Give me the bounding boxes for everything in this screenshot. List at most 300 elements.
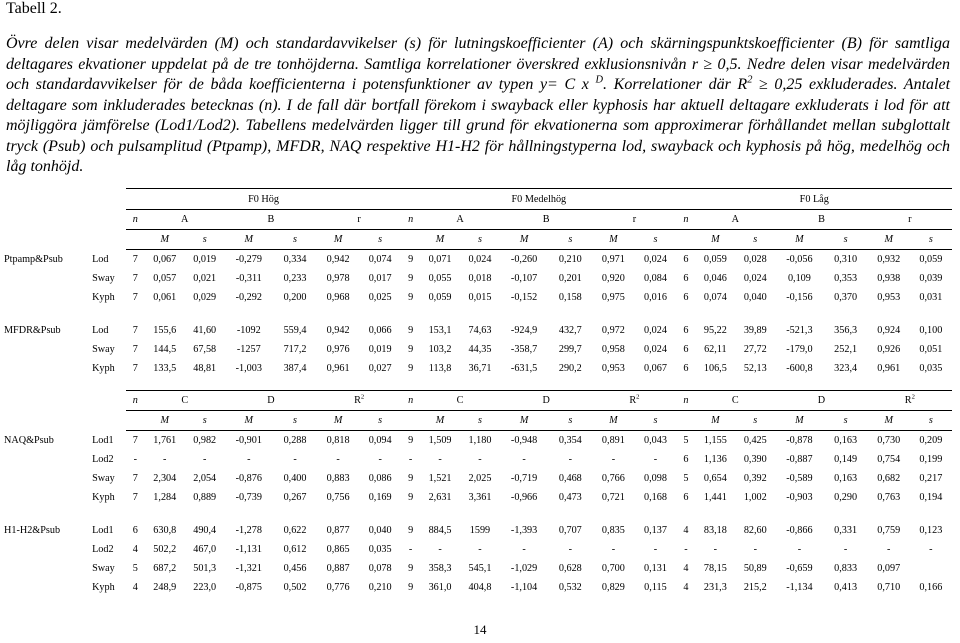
value-cell: 0,976: [326, 344, 350, 355]
value-cell: 4: [132, 582, 138, 593]
col-c: C: [145, 391, 225, 411]
value-cell: -631,5: [510, 363, 538, 374]
value-cell: 0,019: [193, 254, 217, 265]
value-cell: 1,002: [743, 492, 767, 503]
value-cell: 432,7: [558, 325, 582, 336]
value-cell: 1,155: [703, 435, 727, 446]
value-cell: 0,700: [601, 563, 625, 574]
ms-header-cell: s: [548, 411, 592, 431]
value-cell: 404,8: [468, 582, 492, 593]
lower-ms-header-row: [4, 411, 952, 431]
value-cell: 545,1: [468, 563, 492, 574]
value-cell: -358,7: [510, 344, 538, 355]
ms-header-cell: s: [735, 411, 775, 431]
col-d: D: [775, 391, 867, 411]
value-cell: -: [568, 454, 573, 465]
value-cell: -: [163, 454, 167, 465]
value-cell: 41,60: [193, 325, 217, 336]
value-cell: -0,966: [510, 492, 538, 503]
value-cell: 0,123: [919, 525, 943, 536]
value-cell: 0,961: [326, 363, 350, 374]
posture-label: Lod1: [92, 434, 114, 446]
value-cell: 223,0: [193, 582, 217, 593]
value-cell: 7: [132, 473, 138, 484]
value-cell: 0,267: [283, 492, 307, 503]
value-cell: 0,473: [558, 492, 582, 503]
col-n: n: [126, 391, 145, 411]
value-cell: 0,194: [919, 492, 943, 503]
value-cell: 502,2: [153, 544, 177, 555]
ms-blank-cell: [126, 411, 145, 431]
value-cell: 0,310: [834, 254, 858, 265]
ms-header-cell: s: [824, 230, 868, 250]
value-cell: 0,468: [558, 473, 582, 484]
value-cell: -: [929, 544, 933, 555]
value-cell: -: [133, 454, 138, 465]
group-label: F0 Låg: [676, 189, 952, 210]
value-cell: 0,018: [468, 273, 492, 284]
value-cell: 2,054: [193, 473, 217, 484]
ms-header-cell: s: [359, 411, 401, 431]
lower-column-header-row: [4, 391, 952, 411]
col-n: n: [676, 210, 695, 230]
value-cell: -0,056: [786, 254, 813, 265]
value-cell: 113,8: [428, 363, 452, 374]
value-cell: 0,425: [743, 435, 767, 446]
value-cell: 0,100: [919, 325, 943, 336]
value-cell: 0,043: [643, 435, 667, 446]
value-cell: 252,1: [834, 344, 858, 355]
value-cell: -: [843, 544, 848, 555]
value-cell: 0,413: [834, 582, 858, 593]
col-a: A: [420, 210, 500, 230]
posture-label: Sway: [92, 273, 115, 284]
col-a: A: [145, 210, 225, 230]
value-cell: 1,509: [428, 435, 452, 446]
caption-text-3: ≥ 0,25 exkluderades. Antalet deltagare som inkluderades betecknas (n). I de fall där bortfall förekom i swayback eller kyphosis har aktuell deltagare exkluderats i lod för att möjliggöra jämförelse (Lod1/Lod2). Tabellens medelvärden ligger till grund för ekvationerna som approximerar förhållandet mellan subglottalt tryck (Psub) och pulsamplitud (Ptpamp), MFDR, NAQ respektive H1-H2 för hållningstyperna lod, swayback och kyphosis på hög, medelhög och låg tonhöjd.: [6, 76, 951, 175]
value-cell: 0,201: [558, 273, 582, 284]
col-r2-label: R: [904, 395, 912, 406]
value-cell: 0,710: [877, 582, 901, 593]
value-cell: -: [478, 454, 482, 465]
value-cell: 0,169: [368, 492, 392, 503]
value-cell: 0,019: [368, 344, 392, 355]
value-cell: 0,978: [326, 273, 350, 284]
value-cell: -0,866: [786, 525, 813, 536]
ms-header-cell: M: [500, 230, 548, 250]
value-cell: 155,6: [153, 325, 177, 336]
value-cell: 559,4: [283, 325, 307, 336]
value-cell: 6: [683, 492, 689, 503]
value-cell: 0,163: [834, 435, 858, 446]
posture-label: Lod2: [92, 544, 114, 555]
value-cell: 290,2: [558, 363, 582, 374]
value-cell: 0,707: [558, 525, 582, 536]
value-cell: 103,2: [428, 344, 452, 355]
group-header-row: [4, 189, 952, 210]
col-b: B: [500, 210, 592, 230]
value-cell: 0,024: [643, 344, 667, 355]
value-cell: 0,074: [703, 292, 727, 303]
value-cell: 0,094: [368, 435, 392, 446]
table-row: [4, 288, 952, 307]
ms-header-cell: M: [592, 230, 634, 250]
value-cell: 1,761: [153, 435, 177, 446]
posture-label: Sway: [92, 563, 115, 574]
ms-header-cell: s: [824, 411, 868, 431]
value-cell: 5: [683, 473, 689, 484]
upper-column-header-row: [4, 210, 952, 230]
value-cell: 82,60: [743, 525, 767, 536]
value-cell: -: [568, 544, 573, 555]
caption-sup-2: 2: [747, 74, 753, 86]
caption-sup-d: D: [595, 74, 604, 86]
value-cell: -0,903: [786, 492, 813, 503]
value-cell: 48,81: [193, 363, 217, 374]
table-title: Tabell 2.: [6, 0, 62, 17]
block-spacer: [4, 307, 952, 321]
value-cell: -1,003: [235, 363, 262, 374]
value-cell: 0,024: [743, 273, 767, 284]
value-cell: 2,631: [428, 492, 452, 503]
value-cell: 27,72: [743, 344, 767, 355]
value-cell: 0,028: [743, 254, 767, 265]
value-cell: 6: [683, 363, 689, 374]
table-row: [4, 431, 952, 451]
block-label-empty: [4, 559, 88, 578]
value-cell: 7: [132, 435, 138, 446]
value-cell: -: [522, 454, 526, 465]
col-r2-sup: 2: [636, 393, 640, 401]
value-cell: 0,027: [368, 363, 392, 374]
value-cell: 7: [132, 492, 138, 503]
col-r: r: [592, 210, 676, 230]
value-cell: 0,163: [834, 473, 858, 484]
value-cell: -: [611, 544, 616, 555]
value-cell: 0,016: [643, 292, 667, 303]
table-row: [4, 269, 952, 288]
value-cell: 7: [132, 273, 138, 284]
value-cell: 323,4: [834, 363, 858, 374]
ms-header-cell: s: [910, 411, 952, 431]
value-cell: 231,3: [703, 582, 727, 593]
value-cell: 6: [132, 525, 138, 536]
group-label: F0 Medelhög: [401, 189, 676, 210]
value-cell: -: [887, 544, 891, 555]
value-cell: 0,763: [877, 492, 901, 503]
table-row: [4, 540, 952, 559]
value-cell: 0,074: [368, 254, 392, 265]
value-cell: 0,084: [643, 273, 667, 284]
block-label-empty: [4, 269, 88, 288]
value-cell: 9: [408, 254, 414, 265]
page-number: 14: [473, 622, 487, 637]
value-cell: 0,137: [643, 525, 667, 536]
value-cell: 0,968: [326, 292, 350, 303]
value-cell: -: [336, 454, 340, 465]
value-cell: 0,877: [326, 525, 350, 536]
value-cell: 1,441: [703, 492, 727, 503]
value-cell: 0,059: [703, 254, 727, 265]
spacer-cell: [88, 230, 126, 250]
ms-header-cell: M: [868, 230, 910, 250]
value-cell: 0,040: [368, 525, 392, 536]
table-caption: [6, 34, 950, 178]
value-cell: 5: [683, 435, 689, 446]
value-cell: 0,776: [326, 582, 350, 593]
value-cell: 0,059: [428, 292, 452, 303]
value-cell: 0,168: [643, 492, 667, 503]
ms-blank-cell: [126, 230, 145, 250]
value-cell: 0,682: [877, 473, 901, 484]
value-cell: -1,131: [235, 544, 262, 555]
value-cell: 0,953: [601, 363, 625, 374]
ms-header-cell: s: [634, 230, 676, 250]
ms-header-cell: s: [359, 230, 401, 250]
value-cell: 7: [132, 254, 138, 265]
block-label: MFDR&Psub: [4, 325, 61, 336]
block-label-empty: [4, 488, 88, 507]
col-r2-sup: 2: [911, 393, 915, 401]
value-cell: -0,152: [510, 292, 538, 303]
value-cell: 1,136: [703, 454, 727, 465]
value-cell: 0,067: [643, 363, 667, 374]
value-cell: -: [293, 454, 297, 465]
ms-header-cell: s: [910, 230, 952, 250]
ms-header-cell: M: [420, 411, 460, 431]
ms-header-cell: M: [145, 230, 185, 250]
value-cell: -: [653, 454, 658, 465]
posture-label: Kyph: [92, 292, 115, 303]
ms-header-cell: M: [225, 230, 273, 250]
value-cell: 4: [683, 525, 689, 536]
value-cell: 0,066: [368, 325, 392, 336]
value-cell: 717,2: [283, 344, 307, 355]
value-cell: 0,972: [601, 325, 625, 336]
col-n: n: [401, 391, 420, 411]
col-r2: [868, 391, 952, 411]
value-cell: 9: [408, 582, 414, 593]
value-cell: 0,210: [558, 254, 582, 265]
value-cell: 0,818: [326, 435, 350, 446]
value-cell: 0,067: [153, 254, 177, 265]
value-cell: 0,889: [193, 492, 217, 503]
ms-header-cell: M: [317, 411, 359, 431]
value-cell: 106,5: [703, 363, 727, 374]
value-cell: -1,393: [510, 525, 538, 536]
value-cell: 0,021: [193, 273, 217, 284]
block-spacer: [4, 507, 952, 521]
col-n: n: [676, 391, 695, 411]
block-label: Ptpamp&Psub: [4, 253, 63, 265]
value-cell: -: [611, 454, 616, 465]
col-r: r: [317, 210, 401, 230]
value-cell: 0,024: [643, 325, 667, 336]
value-cell: -: [478, 544, 482, 555]
block-label-empty: [4, 359, 88, 378]
value-cell: -: [653, 544, 658, 555]
value-cell: 2,304: [153, 473, 177, 484]
value-cell: 67,58: [193, 344, 217, 355]
col-n: n: [401, 210, 420, 230]
value-cell: 0,035: [919, 363, 943, 374]
value-cell: 0,654: [703, 473, 727, 484]
posture-label: Lod: [92, 325, 109, 336]
value-cell: 0,288: [283, 435, 307, 446]
value-cell: -: [378, 454, 382, 465]
value-cell: 0,199: [919, 454, 943, 465]
value-cell: 0,756: [326, 492, 350, 503]
col-r2-label: R: [354, 395, 361, 406]
ms-header-cell: M: [317, 230, 359, 250]
value-cell: 884,5: [428, 525, 452, 536]
value-cell: 52,13: [743, 363, 767, 374]
value-cell: 687,2: [153, 563, 177, 574]
value-cell: -: [202, 454, 207, 465]
value-cell: -924,9: [510, 325, 538, 336]
value-cell: 0,766: [601, 473, 625, 484]
value-cell: 0,015: [468, 292, 492, 303]
block-label-empty: [4, 540, 88, 559]
ms-blank-cell: [401, 230, 420, 250]
value-cell: 0,078: [368, 563, 392, 574]
ms-header-cell: M: [775, 411, 823, 431]
table-row: [4, 321, 952, 340]
block-label: H1-H2&Psub: [4, 525, 61, 536]
value-cell: 0,331: [834, 525, 858, 536]
block-label-empty: [4, 469, 88, 488]
table-row: [4, 521, 952, 540]
value-cell: 6: [683, 292, 689, 303]
value-cell: 0,971: [601, 254, 625, 265]
table-row: [4, 469, 952, 488]
value-cell: 2,025: [468, 473, 492, 484]
posture-label: Kyph: [92, 363, 115, 374]
value-cell: 467,0: [193, 544, 217, 555]
value-cell: 0,532: [558, 582, 582, 593]
value-cell: 1599: [469, 525, 491, 536]
value-cell: 0,502: [283, 582, 307, 593]
value-cell: 248,9: [153, 582, 177, 593]
value-cell: 0,392: [743, 473, 767, 484]
value-cell: 0,390: [743, 454, 767, 465]
value-cell: -0,719: [510, 473, 538, 484]
table-row: [4, 578, 952, 597]
value-cell: 74,63: [468, 325, 492, 336]
value-cell: 0,370: [834, 292, 858, 303]
ms-header-cell: M: [592, 411, 634, 431]
value-cell: 9: [408, 473, 414, 484]
value-cell: 44,35: [468, 344, 492, 355]
col-n: n: [126, 210, 145, 230]
value-cell: 0,024: [643, 254, 667, 265]
value-cell: 0,612: [283, 544, 307, 555]
value-cell: 0,975: [601, 292, 625, 303]
table-row: [4, 559, 952, 578]
value-cell: -1,278: [235, 525, 262, 536]
value-cell: 0,938: [877, 273, 901, 284]
value-cell: 9: [408, 435, 414, 446]
value-cell: 0,920: [601, 273, 625, 284]
value-cell: 0,109: [787, 273, 811, 284]
value-cell: -: [797, 544, 802, 555]
value-cell: 95,22: [703, 325, 727, 336]
col-r2-label: R: [629, 395, 637, 406]
value-cell: 4: [683, 563, 689, 574]
posture-label: Sway: [92, 344, 115, 355]
col-a: A: [695, 210, 775, 230]
value-cell: -0,876: [235, 473, 262, 484]
value-cell: 0,926: [877, 344, 901, 355]
value-cell: 0,290: [834, 492, 858, 503]
value-cell: 0,158: [558, 292, 582, 303]
value-cell: 361,0: [428, 582, 452, 593]
value-cell: -0,589: [786, 473, 813, 484]
value-cell: -600,8: [786, 363, 813, 374]
value-cell: 1,284: [153, 492, 177, 503]
value-cell: 7: [132, 363, 138, 374]
value-cell: -: [753, 544, 757, 555]
value-cell: -0,901: [235, 435, 262, 446]
value-cell: 0,061: [153, 292, 177, 303]
posture-label: Kyph: [92, 582, 115, 593]
block-label-empty: [4, 578, 88, 597]
value-cell: -1092: [236, 325, 261, 336]
value-cell: 50,89: [743, 563, 767, 574]
ms-header-cell: s: [185, 411, 225, 431]
value-cell: -: [438, 544, 442, 555]
value-cell: 4: [132, 544, 138, 555]
ms-header-cell: M: [695, 230, 735, 250]
ms-header-cell: s: [185, 230, 225, 250]
ms-header-cell: s: [548, 230, 592, 250]
value-cell: -0,107: [510, 273, 538, 284]
col-b: B: [225, 210, 317, 230]
ms-header-cell: s: [460, 411, 500, 431]
value-cell: 6: [683, 454, 689, 465]
value-cell: 9: [408, 292, 414, 303]
value-cell: 39,89: [743, 325, 767, 336]
ms-header-cell: M: [500, 411, 548, 431]
ms-blank-cell: [676, 411, 695, 431]
value-cell: -: [684, 544, 688, 555]
value-cell: -: [408, 454, 413, 465]
value-cell: 0,730: [877, 435, 901, 446]
value-cell: 0,942: [326, 254, 350, 265]
table-row: [4, 450, 952, 469]
posture-label: Lod1: [92, 525, 114, 536]
block-label-empty: [4, 288, 88, 307]
value-cell: 6: [683, 273, 689, 284]
col-c: C: [420, 391, 500, 411]
ms-header-cell: s: [273, 230, 317, 250]
spacer-cell: [4, 411, 88, 431]
value-cell: 0,029: [193, 292, 217, 303]
value-cell: 0,051: [919, 344, 943, 355]
value-cell: 6: [683, 254, 689, 265]
ms-header-cell: M: [775, 230, 823, 250]
value-cell: 0,071: [428, 254, 452, 265]
ms-header-cell: s: [634, 411, 676, 431]
value-cell: 0,942: [326, 325, 350, 336]
value-cell: 0,086: [368, 473, 392, 484]
spacer-cell: [88, 411, 126, 431]
value-cell: 0,025: [368, 292, 392, 303]
value-cell: 0,334: [283, 254, 307, 265]
value-cell: -179,0: [786, 344, 813, 355]
posture-label: Lod: [92, 253, 109, 265]
value-cell: 9: [408, 492, 414, 503]
